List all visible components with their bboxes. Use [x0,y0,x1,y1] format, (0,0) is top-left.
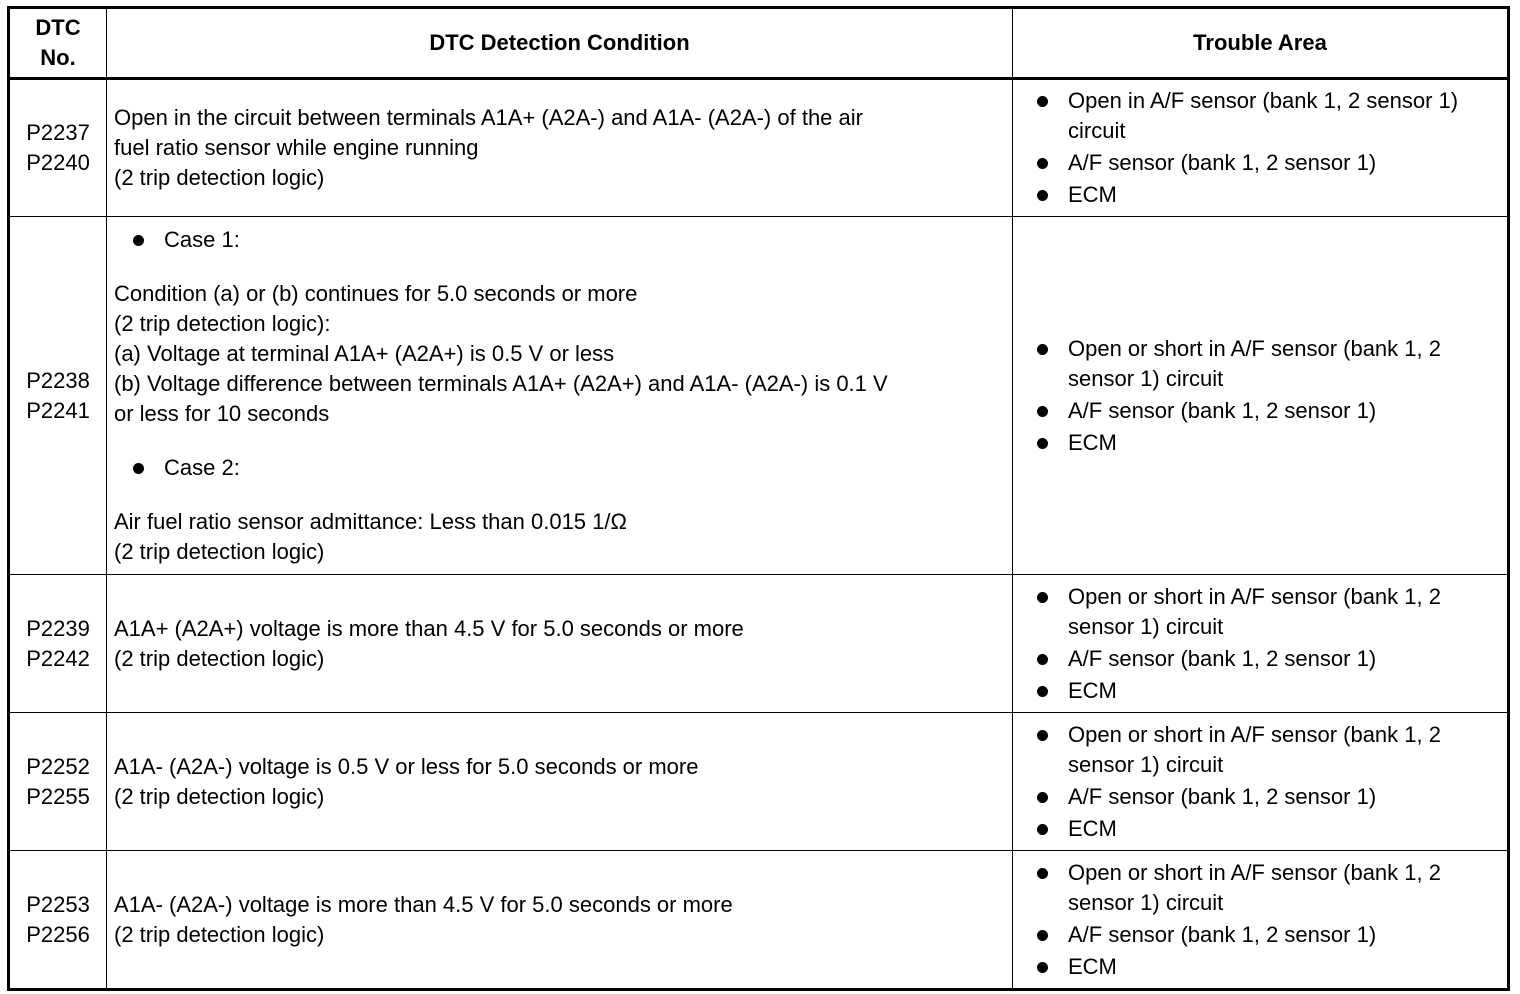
header-detection-condition: DTC Detection Condition [107,8,1013,79]
condition-cell [107,217,1013,575]
condition-line: fuel ratio sensor while engine running [114,135,479,160]
condition-line: or less for 10 seconds [114,400,330,426]
condition-line: (2 trip detection logic) [114,538,325,564]
condition-line: A1A- (A2A-) voltage is more than 4.5 V for 5.0 seconds or more [114,891,733,917]
condition-line: (b) Voltage difference between terminals A1A+ (A2A+) and A1A- (A2A-) is 0.1 V [114,370,888,396]
case-2-label: Case 2: [114,453,1004,483]
table-row [9,851,1509,990]
dtc-code-cell [9,217,107,575]
condition-cell [107,713,1013,851]
dtc-code: P2255 [26,783,90,809]
trouble-area-item: A/F sensor (bank 1, 2 sensor 1) [1013,644,1499,674]
header-trouble-area: Trouble Area [1013,8,1509,79]
trouble-area-cell [1013,575,1509,713]
trouble-area-cell [1013,713,1509,851]
trouble-area-cell [1013,851,1509,990]
trouble-area-item: Open or short in A/F sensor (bank 1, 2 sensor 1) circuit [1013,582,1499,642]
trouble-area-item: ECM [1013,814,1499,844]
table-row [9,713,1509,851]
condition-cell [107,575,1013,713]
trouble-area-item: A/F sensor (bank 1, 2 sensor 1) [1013,396,1499,426]
dtc-code: P2239 [26,615,90,641]
header-dtc-no-line1: DTC [35,15,81,40]
dtc-code: P2252 [26,753,90,779]
dtc-code-cell [9,851,107,990]
table-row [9,217,1509,575]
condition-line: Condition (a) or (b) continues for 5.0 seconds or more [114,280,638,306]
dtc-code-cell [9,713,107,851]
trouble-area-item: ECM [1013,180,1499,210]
trouble-area-item: Open or short in A/F sensor (bank 1, 2 sensor 1) circuit [1013,334,1499,394]
dtc-code: P2238 [26,367,90,393]
table-row [9,79,1509,217]
trouble-area-item: ECM [1013,428,1499,458]
table-row [9,575,1509,713]
trouble-area-item: A/F sensor (bank 1, 2 sensor 1) [1013,782,1499,812]
trouble-area-cell [1013,79,1509,217]
condition-line: Open in the circuit between terminals A1A+ (A2A-) and A1A- (A2A-) of the air [114,105,863,130]
header-dtc-no [9,8,107,79]
condition-line: Air fuel ratio sensor admittance: Less than 0.015 1/Ω [114,508,627,534]
condition-line: (2 trip detection logic) [114,921,325,947]
dtc-code: P2237 [26,120,90,145]
condition-line: A1A+ (A2A+) voltage is more than 4.5 V for 5.0 seconds or more [114,615,744,641]
trouble-area-item: ECM [1013,952,1499,982]
dtc-code: P2242 [26,645,90,671]
condition-line: (2 trip detection logic): [114,310,331,336]
condition-line: (2 trip detection logic) [114,645,325,671]
condition-cell [107,79,1013,217]
trouble-area-cell [1013,217,1509,575]
case-1-label: Case 1: [114,225,1004,255]
trouble-area-item: ECM [1013,676,1499,706]
condition-line: (a) Voltage at terminal A1A+ (A2A+) is 0.5 V or less [114,340,615,366]
header-row [9,8,1509,79]
dtc-code: P2253 [26,891,90,917]
trouble-area-item: A/F sensor (bank 1, 2 sensor 1) [1013,920,1499,950]
trouble-area-item: A/F sensor (bank 1, 2 sensor 1) [1013,148,1499,178]
dtc-code: P2256 [26,921,90,947]
condition-line: (2 trip detection logic) [114,165,325,190]
dtc-code-cell [9,575,107,713]
dtc-code: P2240 [26,150,90,175]
header-dtc-no-line2: No. [40,45,76,70]
dtc-code: P2241 [26,397,90,423]
dtc-code-cell [9,79,107,217]
condition-line: (2 trip detection logic) [114,783,325,809]
condition-line: A1A- (A2A-) voltage is 0.5 V or less for 5.0 seconds or more [114,753,699,779]
trouble-area-item: Open or short in A/F sensor (bank 1, 2 sensor 1) circuit [1013,720,1499,780]
condition-cell [107,851,1013,990]
trouble-area-item: Open in A/F sensor (bank 1, 2 sensor 1) circuit [1013,86,1499,146]
dtc-table [7,6,1510,991]
trouble-area-item: Open or short in A/F sensor (bank 1, 2 sensor 1) circuit [1013,858,1499,918]
